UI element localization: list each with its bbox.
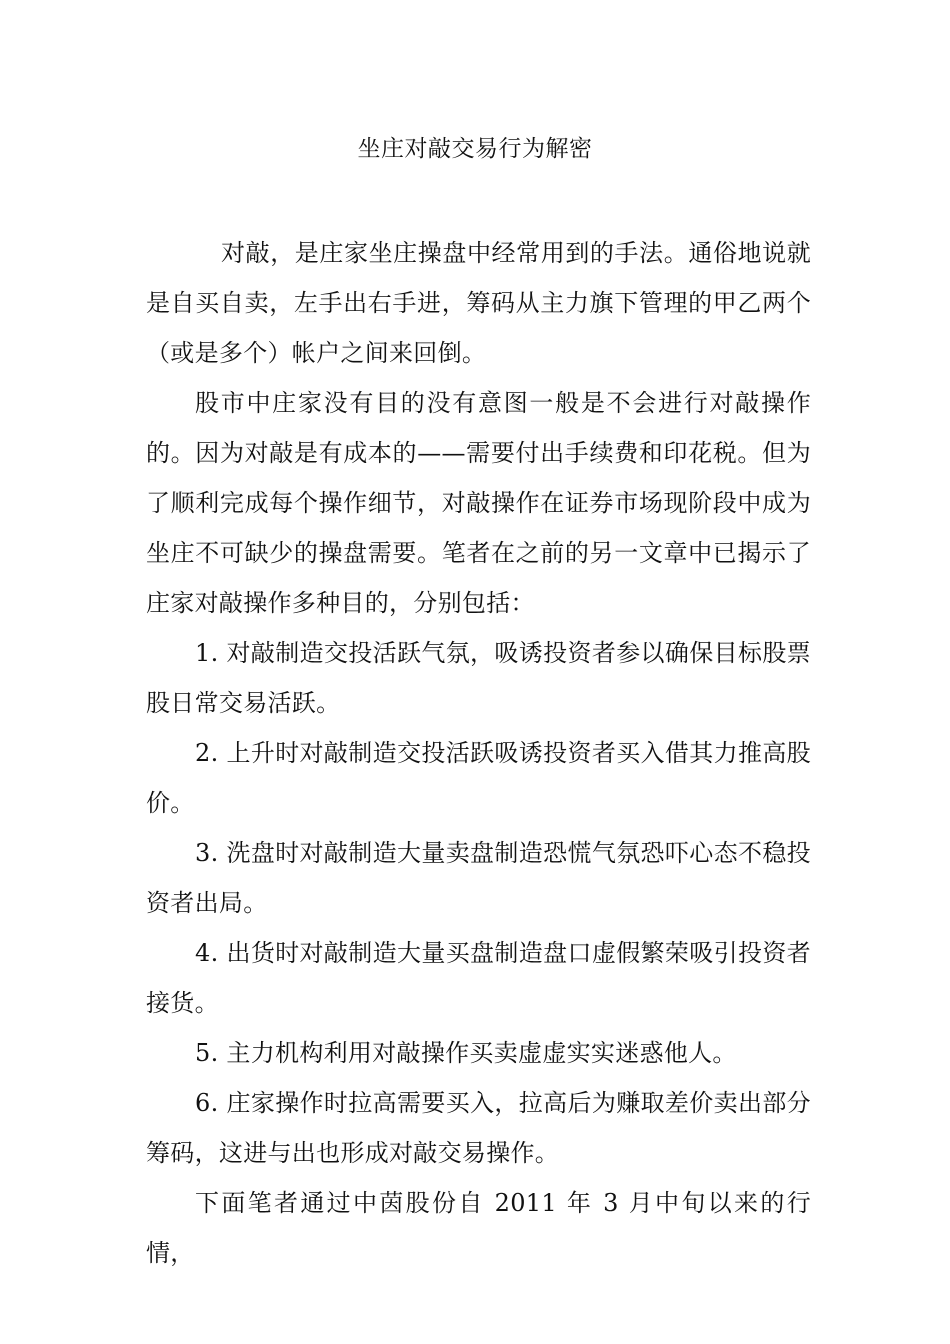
paragraph-purpose: 股市中庄家没有目的没有意图一般是不会进行对敲操作的。因为对敲是有成本的——需要付出手续费和印花税。但为了顺利完成每个操作细节，对敲操作在证券市场现阶段中成为坐庄不可缺少的操盘需要。笔者在之前的另一文章中已揭示了庄家对敲操作多种目的，分别包括： [146,389,811,617]
list-item-4: 4. 出货时对敲制造大量买盘制造盘口虚假繁荣吸引投资者接货。 [146,939,811,1017]
list-item-6: 6. 庄家操作时拉高需要买入，拉高后为赚取差价卖出部分筹码，这进与出也形成对敲交易操作。 [146,1089,811,1167]
list-item-5: 5. 主力机构利用对敲操作买卖虚虚实实迷惑他人。 [195,1039,737,1067]
document-body [146,228,811,1278]
paragraph-intro: 对敲，是庄家坐庄操盘中经常用到的手法。通俗地说就是自买自卖，左手出右手进，筹码从主力旗下管理的甲乙两个（或是多个）帐户之间来回倒。 [146,239,811,367]
paragraph-case-intro: 下面笔者通过中茵股份自 2011 年 3 月中旬以来的行情， [146,1189,811,1267]
list-item-3: 3. 洗盘时对敲制造大量卖盘制造恐慌气氛恐吓心态不稳投资者出局。 [146,839,811,917]
document-title: 坐庄对敲交易行为解密 [357,136,593,162]
list-item-1: 1. 对敲制造交投活跃气氛，吸诱投资者参以确保目标股票股日常交易活跃。 [146,639,811,717]
list-item-2: 2. 上升时对敲制造交投活跃吸诱投资者买入借其力推高股价。 [146,739,811,817]
